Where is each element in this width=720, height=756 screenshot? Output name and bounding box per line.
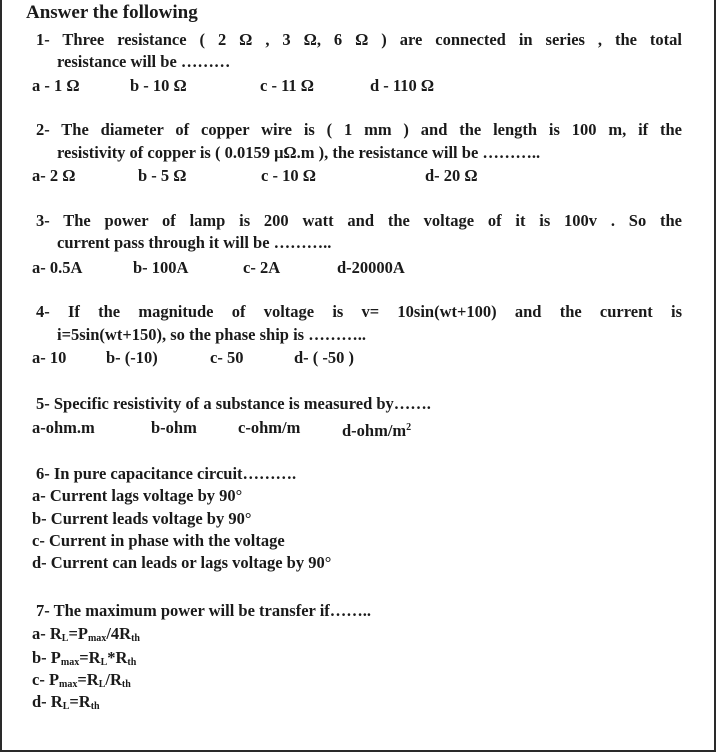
q7-option-b: b- $P_{max}=R_L*R_{th}$: [32, 648, 137, 668]
q7-option-a: a- $R_L=P_{max}/4R_{th}$: [32, 624, 140, 644]
q4-option-d: d- ( -50 ): [294, 348, 355, 367]
question-4-line-1: 4- If the magnitude of voltage is v= 10sin(wt+100) and the current is: [36, 302, 682, 321]
q6-option-b: b- Current leads voltage by 90°: [32, 509, 252, 528]
question-6-line-1: 6- In pure capacitance circuit……….: [36, 464, 297, 483]
question-1-line-1: 1- Three resistance ( 2 Ω , 3 Ω, 6 Ω ) are connected in series , the total: [36, 30, 682, 49]
page-title: Answer the following: [26, 2, 198, 23]
q5-option-c: c-ohm/m: [238, 418, 301, 437]
q4-option-c: c- 50: [210, 348, 244, 367]
q1-option-a: a - 1 Ω: [32, 76, 80, 95]
q2-option-a: a- 2 Ω: [32, 166, 76, 185]
q5-option-b: b-ohm: [151, 418, 197, 437]
q2-option-b: b - 5 Ω: [138, 166, 187, 185]
q2-option-d: d- 20 Ω: [425, 166, 478, 185]
question-5-line-1: 5- Specific resistivity of a substance is measured by…….: [36, 394, 431, 413]
q7-option-d: d- $R_L=R_{th}$: [32, 692, 100, 712]
q6-option-c: c- Current in phase with the voltage: [32, 531, 285, 550]
q4-option-a: a- 10: [32, 348, 67, 367]
q1-option-b: b - 10 Ω: [130, 76, 187, 95]
q3-option-a: a- 0.5A: [32, 258, 83, 277]
q2-option-c: c - 10 Ω: [261, 166, 316, 185]
q3-option-d: d-20000A: [337, 258, 405, 277]
question-1-line-2: resistance will be ………: [57, 52, 231, 71]
q5-option-a: a-ohm.m: [32, 418, 95, 437]
question-2-line-1: 2- The diameter of copper wire is ( 1 mm ) and the length is 100 m, if the: [36, 120, 682, 139]
question-7-line-1: 7- The maximum power will be transfer if……..: [36, 601, 372, 620]
q1-option-c: c - 11 Ω: [260, 76, 314, 95]
question-3-line-1: 3- The power of lamp is 200 watt and the voltage of it is 100v . So the: [36, 211, 682, 230]
question-4-line-2: i=5sin(wt+150), so the phase ship is ………..: [57, 325, 366, 344]
q6-option-d: d- Current can leads or lags voltage by 90°: [32, 553, 332, 572]
q7-option-c: c- $P_{max}=R_L/R_{th}$: [32, 670, 131, 690]
q4-option-b: b- (-10): [106, 348, 158, 367]
q3-option-b: b- 100A: [133, 258, 189, 277]
q6-option-a: a- Current lags voltage by 90°: [32, 486, 243, 505]
q5-option-d: $d-ohm/m^2$: [342, 421, 412, 440]
q3-option-c: c- 2A: [243, 258, 281, 277]
question-2-line-2: resistivity of copper is ( 0.0159 μΩ.m ), the resistance will be ………..: [57, 143, 541, 162]
question-3-line-2: current pass through it will be ………..: [57, 233, 332, 252]
q1-option-d: d - 110 Ω: [370, 76, 435, 95]
